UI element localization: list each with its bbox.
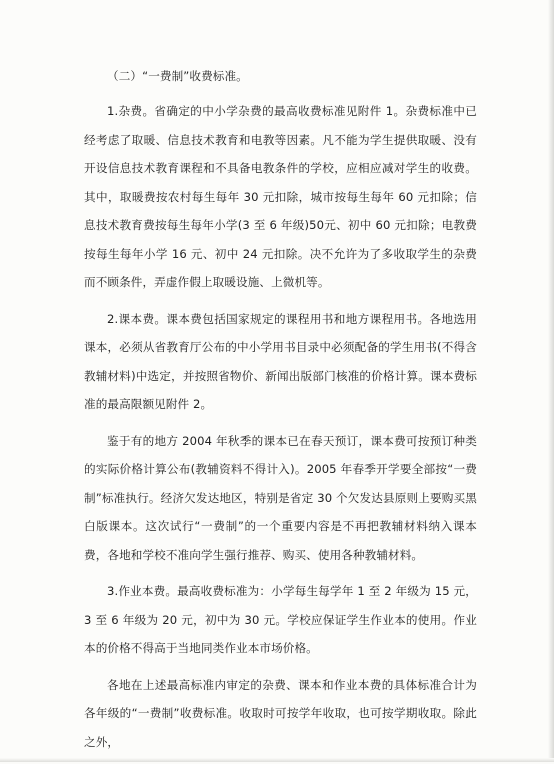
scan-edge-shadow bbox=[548, 0, 554, 762]
paragraph-exercise-book-fee: 3.作业本费。最高收费标准为：小学每生每学年 1 至 2 年级为 15 元，3 至 6 年级为 20 元，初中为 30 元。学校应保证学生作业本的使用。作业本的价格不得高于当地同类作业本市场价格。 bbox=[84, 584, 477, 655]
paragraph-textbook-fee: 2.课本费。课本费包括国家规定的课程用书和地方课程用书。各地选用课本，必须从省教育厅公布的中小学用书目录中必须配备的学生用书(不得含教辅材料)中选定，并按照省物价、新闻出版部门核准的价格计算。课本费标准的最高限额见附件 2。 bbox=[84, 311, 477, 411]
paragraph-combined-standard: 各地在上述最高标准内审定的杂费、课本和作业本费的具体标准合计为各年级的“一费制”收费标准。收取时可按学年收取，也可按学期收取。除此之外， bbox=[84, 677, 477, 749]
paragraph-miscellaneous-fee: 1.杂费。省确定的中小学杂费的最高收费标准见附件 1。杂费标准中已经考虑了取暖、信息技术教育和电教等因素。凡不能为学生提供取暖、没有开设信息技术教育课程和不具备电教条件的学校，应相应减对学生的收费。其中，取暖费按农村每生每年 30 元扣除，城市按每生每年 60 元扣除；信息技术教育费按每生每年小学(3 至 6 年级)50元、初中 60 元扣除；电教费按每生每年小学 16 元、初中 24 元扣除。决不允许为了多收取学生的杂费而不顾条件，弄虚作假上取暖设施、上微机等。 bbox=[84, 104, 477, 289]
document-body bbox=[84, 62, 477, 764]
section-heading: （二）“一费制”收费标准。 bbox=[107, 69, 248, 83]
paragraph-textbook-preorder: 鉴于有的地方 2004 年秋季的课本已在春天预订，课本费可按预订种类的实际价格计算公布(教辅资料不得计入)。2005 年春季开学要全部按“一费制”标准执行。经济欠发达地区，特别是省定 30 个欠发达县原则上要购买黑白版课本。这次试行“一费制”的一个重要内容是不再把教辅材料纳入课本费，各地和学校不准向学生强行推荐、购买、使用各种教辅材料。 bbox=[84, 433, 477, 562]
scan-bottom-shadow bbox=[0, 758, 554, 762]
